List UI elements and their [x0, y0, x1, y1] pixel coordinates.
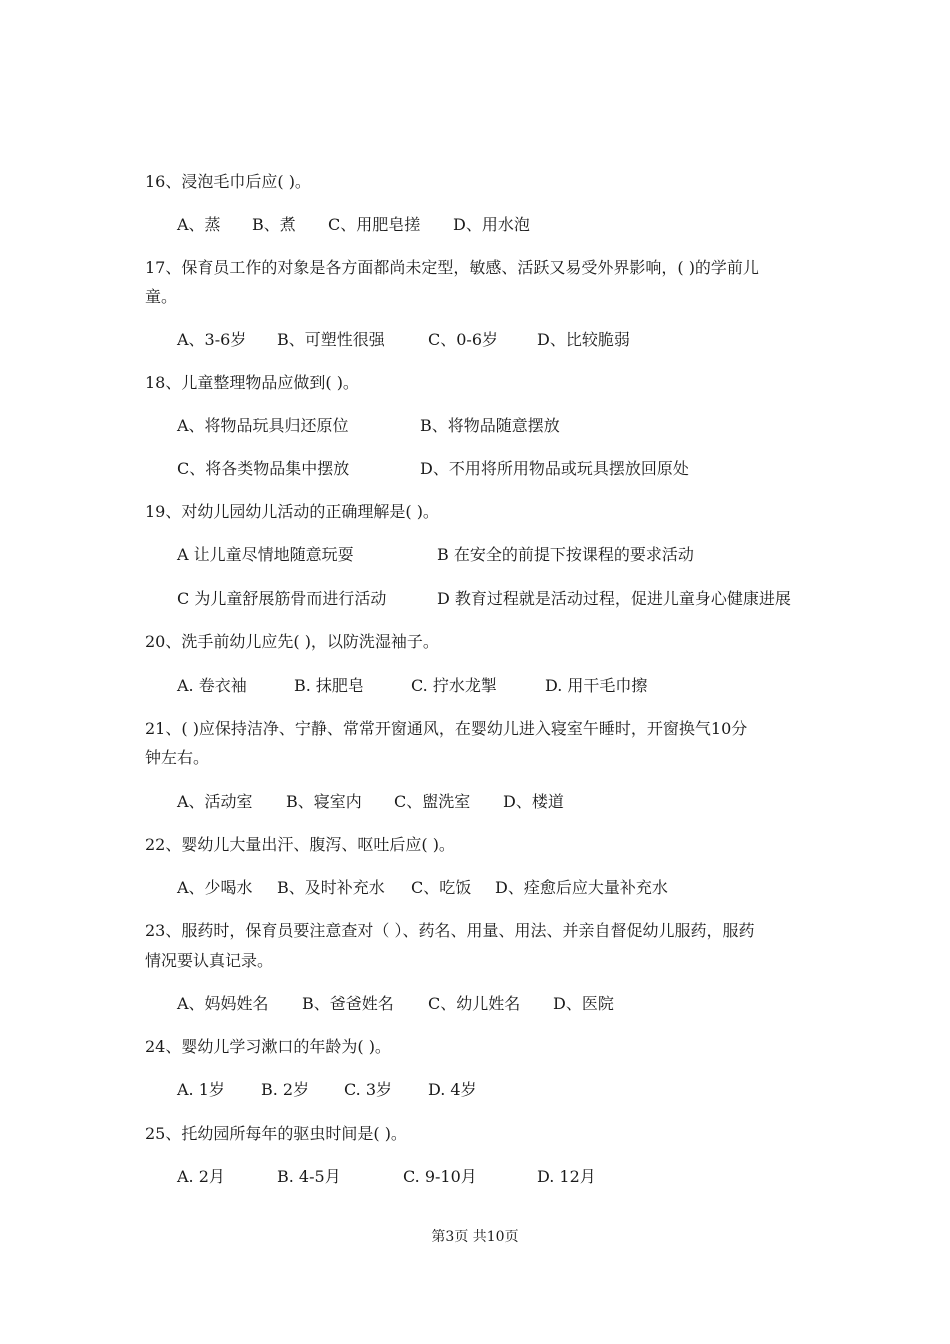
option-a: A、活动室 — [177, 792, 253, 811]
option-a: A、妈妈姓名 — [177, 994, 269, 1013]
option-b: B. 4-5月 — [277, 1167, 341, 1186]
option-d: D. 4岁 — [428, 1080, 477, 1099]
question-17-stem-line-1: 17、保育员工作的对象是各方面都尚未定型，敏感、活跃又易受外界影响，( )的学前儿 — [145, 258, 759, 277]
question-20-stem: 20、洗手前幼儿应先( )，以防洗湿袖子。 — [145, 632, 439, 651]
option-b: B、将物品随意摆放 — [420, 416, 560, 435]
option-b: B、寝室内 — [286, 792, 362, 811]
option-b: B. 抹肥皂 — [294, 676, 364, 695]
option-a: A、少喝水 — [177, 878, 253, 897]
option-a: A. 卷衣袖 — [177, 676, 247, 695]
option-c: C. 3岁 — [344, 1080, 393, 1099]
option-b: B、及时补充水 — [277, 878, 385, 897]
option-c: C、0-6岁 — [428, 330, 499, 349]
option-b: B 在安全的前提下按课程的要求活动 — [437, 545, 694, 564]
option-a: A 让儿童尽情地随意玩耍 — [177, 545, 354, 564]
option-b: B、可塑性很强 — [277, 330, 385, 349]
option-a: A、3-6岁 — [177, 330, 247, 349]
option-a: A、将物品玩具归还原位 — [177, 416, 349, 435]
question-18-stem: 18、儿童整理物品应做到( )。 — [145, 373, 359, 392]
question-25-stem: 25、托幼园所每年的驱虫时间是( )。 — [145, 1124, 407, 1143]
option-c: C、将各类物品集中摆放 — [177, 459, 350, 478]
question-19-stem: 19、对幼儿园幼儿活动的正确理解是( )。 — [145, 502, 439, 521]
question-21-stem-line-2: 钟左右。 — [145, 748, 210, 767]
question-16-stem: 16、浸泡毛巾后应( )。 — [145, 172, 311, 191]
option-d: D、用水泡 — [453, 215, 530, 234]
option-d: D、比较脆弱 — [537, 330, 630, 349]
question-23-stem-line-2: 情况要认真记录。 — [145, 951, 274, 970]
option-a: A. 1岁 — [177, 1080, 225, 1099]
option-c: C、吃饭 — [411, 878, 472, 897]
option-b: B. 2岁 — [261, 1080, 310, 1099]
option-d: D、痊愈后应大量补充水 — [495, 878, 668, 897]
option-d: D 教育过程就是活动过程，促进儿童身心健康进展 — [437, 589, 791, 608]
option-c: C、盥洗室 — [394, 792, 471, 811]
question-22-stem: 22、婴幼儿大量出汗、腹泻、呕吐后应( )。 — [145, 835, 455, 854]
option-d: D、不用将所用物品或玩具摆放回原处 — [420, 459, 689, 478]
option-d: D. 用干毛巾擦 — [545, 676, 648, 695]
option-c: C、幼儿姓名 — [428, 994, 521, 1013]
option-d: D、医院 — [553, 994, 614, 1013]
question-21-stem-line-1: 21、( )应保持洁净、宁静、常常开窗通风，在婴幼儿进入寝室午睡时，开窗换气10分 — [145, 719, 748, 738]
option-a: A、蒸 — [177, 215, 221, 234]
option-d: D. 12月 — [537, 1167, 596, 1186]
option-a: A. 2月 — [177, 1167, 225, 1186]
option-b: B、煮 — [252, 215, 296, 234]
option-c: C、用肥皂搓 — [328, 215, 421, 234]
question-24-stem: 24、婴幼儿学习漱口的年龄为( )。 — [145, 1037, 391, 1056]
option-c: C. 拧水龙掣 — [411, 676, 497, 695]
option-c: C. 9-10月 — [403, 1167, 477, 1186]
question-17-stem-line-2: 童。 — [145, 287, 178, 306]
question-23-stem-line-1: 23、服药时，保育员要注意查对（ ）、药名、用量、用法、并亲自督促幼儿服药，服药 — [145, 921, 755, 940]
option-d: D、楼道 — [503, 792, 564, 811]
page-number-footer: 第3页 共10页 — [431, 1229, 519, 1245]
option-c: C 为儿童舒展筋骨而进行活动 — [177, 589, 387, 608]
option-b: B、爸爸姓名 — [302, 994, 394, 1013]
